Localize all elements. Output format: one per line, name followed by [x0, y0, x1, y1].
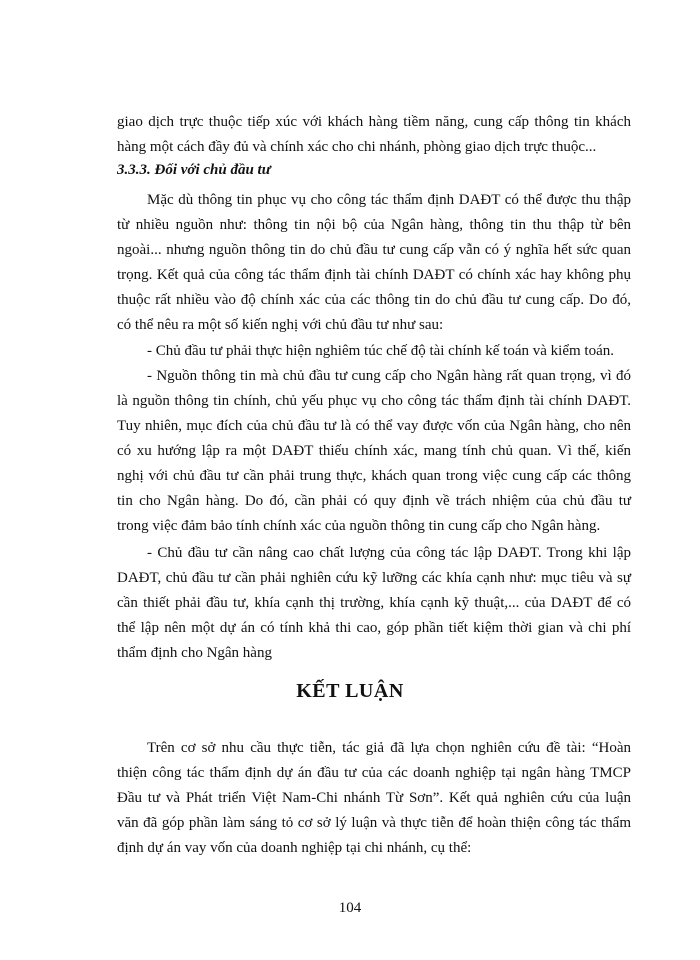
paragraph-line: ngoài... nhưng nguồn thông tin do chủ đầu tư cung cấp vẫn có ý nghĩa hết sức quan	[117, 242, 631, 258]
bullet-line: cần thiết phải đầu tư, khía cạnh thị trường, khía cạnh kỹ thuật,... của DAĐT để có	[117, 595, 631, 611]
bullet-line: - Chủ đầu tư phải thực hiện nghiêm túc chế độ tài chính kế toán và kiểm toán.	[147, 343, 614, 359]
paragraph-line: Mặc dù thông tin phục vụ cho công tác thẩm định DAĐT có thể được thu thập	[147, 192, 631, 208]
section-heading: 3.3.3. Đối với chủ đầu tư	[117, 162, 271, 178]
bullet-line: Tuy nhiên, mục đích của chủ đầu tư là có thể vay được vốn của Ngân hàng, cho nên	[117, 418, 631, 434]
bullet-line: - Nguồn thông tin mà chủ đầu tư cung cấp cho Ngân hàng rất quan trọng, vì đó	[147, 368, 631, 384]
bullet-line: thể lập nên một dự án có tính khả thi cao, góp phần tiết kiệm thời gian và chi phí	[117, 620, 631, 636]
bullet-line: có xu hướng lập ra một DAĐT thiếu chính xác, mang tính chủ quan. Vì thế, kiến	[117, 443, 631, 459]
conclusion-title: KẾT LUẬN	[296, 680, 404, 702]
intro-line: giao dịch trực thuộc tiếp xúc với khách hàng tiềm năng, cung cấp thông tin khách	[117, 114, 631, 130]
conclusion-line: Đầu tư và Phát triển Việt Nam-Chi nhánh Từ Sơn”. Kết quả nghiên cứu của luận	[117, 790, 631, 806]
bullet-line: trong việc đảm bảo tính chính xác của nguồn thông tin cung cấp cho Ngân hàng.	[117, 518, 601, 534]
conclusion-line: Trên cơ sở nhu cầu thực tiễn, tác giả đã lựa chọn nghiên cứu đề tài: “Hoàn	[147, 740, 631, 756]
page-number: 104	[338, 900, 362, 916]
bullet-line: DAĐT, chủ đầu tư cần phải nghiên cứu kỹ lưỡng các khía cạnh như: mục tiêu và sự	[117, 570, 631, 586]
bullet-line: tin cho Ngân hàng. Do đó, cần phải có quy định về trách nhiệm của chủ đầu tư	[117, 493, 631, 509]
paragraph-line: có thể nêu ra một số kiến nghị với chủ đầu tư như sau:	[117, 317, 444, 333]
paragraph-line: thuộc rất nhiều vào độ chính xác của các thông tin do chủ đầu tư cung cấp. Do đó,	[117, 292, 631, 308]
bullet-line: là nguồn thông tin chính, chủ yếu phục vụ cho công tác thẩm định tài chính DAĐT.	[117, 393, 631, 409]
conclusion-line: văn đã góp phần làm sáng tỏ cơ sở lý luận và thực tiễn để hoàn thiện công tác thẩm	[117, 815, 631, 831]
bullet-line: - Chủ đầu tư cần nâng cao chất lượng của công tác lập DAĐT. Trong khi lập	[147, 545, 631, 561]
conclusion-line: định dự án vay vốn của doanh nghiệp tại chi nhánh, cụ thể:	[117, 840, 472, 856]
bullet-line: nghị với chủ đầu tư cần phải trung thực, khách quan trong việc cung cấp các thông	[117, 468, 631, 484]
paragraph-line: trọng. Kết quả của công tác thẩm định tài chính DAĐT có chính xác hay không phụ	[117, 267, 631, 283]
paragraph-line: từ nhiều nguồn như: thông tin nội bộ của Ngân hàng, thông tin thu thập từ bên	[117, 217, 631, 233]
conclusion-line: thiện công tác thẩm định dự án đầu tư của các doanh nghiệp tại ngân hàng TMCP	[117, 765, 631, 781]
intro-line: hàng một cách đầy đủ và chính xác cho chi nhánh, phòng giao dịch trực thuộc...	[117, 139, 597, 155]
bullet-line: thẩm định cho Ngân hàng	[117, 645, 272, 661]
